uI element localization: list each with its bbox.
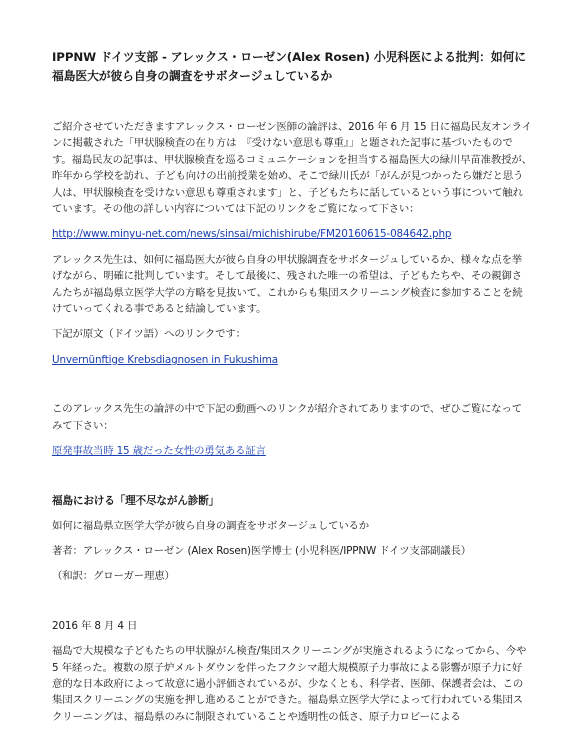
summary-paragraph: アレックス先生は、如何に福島医大が彼ら自身の甲状腺調査をサボタージュしているか、様々な点を挙げながら、明確に批判しています。そして最後に、残された唯一の希望は、子どもたちや、その親御さんたちが福島県立医学大学の方略を見抜いて、これからも集団スクリーニング検査に参加することを続けていってくれる事であると結論しています。 <box>52 253 523 316</box>
article-subtitle: 如何に福島県立医学大学が彼ら自身の調査をサボタージュしているか <box>52 519 370 532</box>
intro-paragraph: ご紹介させていただきますアレックス・ローゼン医師の論評は、2016 年 6 月 15 日に福島民友オンラインに掲載された「甲状腺検査の在り方は 『受けない意思も尊重』」と題された記事に基づいたものです。福島民友の記事は、甲状腺検査を巡るコミュニケーションを担当する福島医大の緑川早苗准教授が、昨年から学校を訪れ、子ども向けの出前授業を始め、そこで緑川氏が「がんが見つかったら嫌だと思う人は、甲状腺検査を受けない意思も尊重されます」と、子どもたちに話しているという事について触れています。その他の詳しい内容については下記のリンクをご覧になって下さい： <box>52 121 532 216</box>
minyu-article-link[interactable]: http://www.minyu-net.com/news/sinsai/michishirube/FM20160615-084642.php <box>52 228 452 241</box>
german-original-link[interactable]: Unvernünftige Krebsdiagnosen in Fukushima <box>52 353 278 366</box>
document-page <box>52 48 532 725</box>
author-line: 著者：アレックス・ローゼン (Alex Rosen)医学博士 (小児科医/IPPNW ドイツ支部副議長） <box>52 544 471 557</box>
article-body: 福島で大規模な子どもたちの甲状腺がん検査/集団スクリーニングが実施されるようになってから、今や 5 年経った。複数の原子炉メルトダウンを伴ったフクシマ超大規模原子力事故による影響が原子力に好意的な日本政府によって故意に過小評価されているが、少なくとも、科学者、医師、保護者会は、この集団スクリーニングの実施を押し進めることができた。福島県立医学大学によって行われている集団スクリーニングは、福島県のみに制限されていることや透明性の低さ、原子力ロビーによる <box>52 645 527 723</box>
page-title: IPPNW ドイツ支部 - アレックス・ローゼン(Alex Rosen) 小児科医による批判：如何に福島医大が彼ら自身の調査をサボタージュしているか <box>52 50 526 83</box>
article-date: 2016 年 8 月 4 日 <box>52 619 138 632</box>
translator-line: （和訳：グローガー理恵） <box>52 570 175 583</box>
section-title: 福島における「理不尽ながん診断」 <box>52 494 220 507</box>
original-text-label: 下記が原文（ドイツ語）へのリンクです： <box>52 328 246 341</box>
video-testimony-link[interactable]: 原発事故当時 15 歳だった女性の勇気ある証言 <box>52 445 266 458</box>
video-note-paragraph: このアレックス先生の論評の中で下記の動画へのリンクが紹介されてありますので、ぜひご覧になってみて下さい： <box>52 403 523 432</box>
